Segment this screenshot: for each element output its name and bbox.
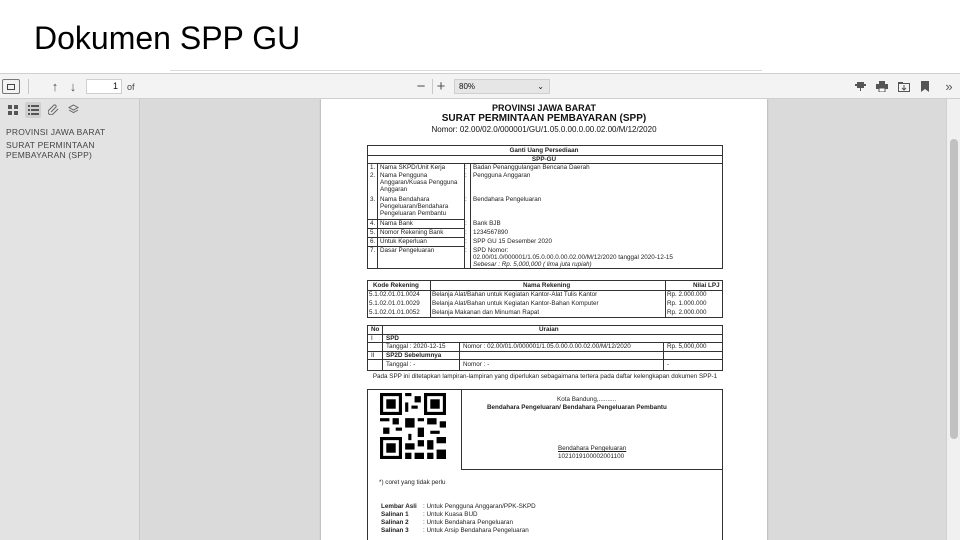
plus-icon[interactable]: + — [436, 77, 446, 95]
info-value: Badan Penanggulangan Bencana Daerah — [473, 164, 590, 171]
province-heading: PROVINSI JAWA BARAT — [491, 103, 596, 113]
rekening-header: Kode Rekening — [373, 282, 419, 289]
rekening-name: Belanja Makanan dan Minuman Rapat — [432, 309, 540, 316]
pdf-sidebar — [0, 99, 140, 540]
uraian-header: Uraian — [539, 326, 559, 333]
uraian-label: SP2D Sebelumnya — [386, 352, 442, 359]
table-rule — [430, 280, 431, 318]
pdf-viewer — [0, 73, 960, 540]
info-colon: : — [465, 172, 467, 179]
table-rule — [663, 342, 664, 371]
info-value: Bendahara Pengeluaran — [473, 196, 542, 203]
sidebar-toggle-icon[interactable] — [2, 79, 20, 94]
info-no: 3. — [370, 196, 376, 203]
uraian-no: I — [371, 335, 373, 342]
info-colon: : — [465, 229, 467, 236]
info-colon: : — [465, 220, 467, 227]
distribution-value: : Untuk Bendahara Pengeluaran — [423, 519, 513, 526]
rekening-code: 5.1.02.01.01.0029 — [369, 300, 420, 307]
table-rule — [461, 469, 723, 470]
uraian-amount: - — [667, 361, 670, 368]
up-arrow-icon[interactable]: ↑ — [51, 78, 59, 94]
table-rule — [470, 163, 471, 269]
info-no: 1. — [370, 164, 376, 171]
vertical-scrollbar[interactable] — [946, 99, 960, 540]
title-divider — [170, 70, 762, 71]
zoom-value: 80% — [459, 82, 476, 91]
info-value: Sebesar : Rp. 5,000,000 ( lima juta rupiah) — [473, 261, 592, 268]
info-no: 5. — [370, 229, 376, 236]
rekening-header: Nilai LPJ — [693, 282, 720, 289]
info-colon: : — [465, 196, 467, 203]
table-rule — [459, 342, 460, 371]
rekening-header: Nama Rekening — [523, 282, 571, 289]
rekening-name: Belanja Alat/Bahan untuk Kegiatan Kantor-Alat Tulis Kantor — [432, 291, 598, 298]
info-value: 1234567890 — [473, 229, 509, 236]
info-label: Nama SKPD/Unit Kerja — [380, 164, 446, 171]
attachments-icon[interactable] — [45, 102, 61, 118]
info-no: 7. — [370, 247, 376, 254]
uraian-number: Nomor : - — [463, 361, 490, 368]
info-label: Nama Bendahara Pengeluaran/Bendahara Pengeluaran Pembantu — [380, 196, 449, 217]
signature-place-date: Kota Bandung,.......... — [557, 396, 617, 403]
minus-icon[interactable]: − — [416, 77, 426, 95]
rekening-code: 5.1.02.01.01.0052 — [369, 309, 420, 316]
double-chevron-icon[interactable]: » — [945, 78, 953, 94]
print-icon[interactable] — [875, 78, 889, 94]
table-rule — [461, 389, 462, 469]
distribution-value: : Untuk Arsip Bendahara Pengeluaran — [423, 527, 529, 534]
info-value: Pengguna Anggaran — [473, 172, 531, 179]
info-colon: : — [465, 238, 467, 245]
info-no: 2. — [370, 172, 376, 179]
info-value: SPP GU 15 Desember 2020 — [473, 238, 552, 245]
table-rule — [665, 280, 666, 318]
info-value: SPD Nomor: — [473, 247, 509, 254]
info-colon: : — [465, 164, 467, 171]
uraian-number: Nomor : 02.00/01.0/000001/1.05.0.00.0.00.02.00/M/12/2020 — [463, 343, 631, 350]
section-title: Ganti Uang Persediaan — [509, 147, 579, 154]
slide-title: Dokumen SPP GU — [34, 20, 301, 56]
rekening-name: Belanja Alat/Bahan untuk Kegiatan Kantor-Bahan Komputer — [432, 300, 599, 307]
document-title: SURAT PERMINTAAN PEMBAYARAN (SPP) — [441, 113, 647, 124]
thumbnails-icon[interactable] — [5, 102, 21, 118]
zoom-select[interactable] — [454, 79, 550, 94]
pdf-toolbar — [0, 74, 960, 99]
info-label: Dasar Pengeluaran — [380, 247, 435, 254]
signature-role: Bendahara Pengeluaran/ Bendahara Pengeluaran Pembantu — [487, 404, 667, 411]
outline-icon[interactable] — [25, 102, 41, 118]
rekening-amount: Rp. 1.000.000 — [667, 300, 707, 307]
info-label: Nama Pengguna Anggaran/Kuasa Pengguna Anggaran — [380, 172, 458, 193]
rekening-amount: Rp. 2.000.000 — [667, 291, 707, 298]
toolbar-divider — [432, 79, 433, 94]
pdf-page — [321, 99, 767, 540]
uraian-header: No — [371, 326, 380, 333]
footnote: *) coret yang tidak perlu — [379, 479, 446, 486]
table-rule — [377, 163, 378, 269]
qr-code-icon — [379, 393, 447, 459]
layers-icon[interactable] — [65, 102, 81, 118]
rekening-amount: Rp. 2.000.000 — [667, 309, 707, 316]
uraian-amount: Rp. 5,000,000 — [667, 343, 707, 350]
info-no: 6. — [370, 238, 376, 245]
scrollbar-thumb[interactable] — [950, 139, 958, 439]
outline-item[interactable]: SURAT PERMINTAAN PEMBAYARAN (SPP) — [6, 140, 95, 160]
down-arrow-icon[interactable]: ↓ — [69, 78, 77, 94]
table-rule — [382, 325, 383, 371]
uraian-label: Tanggal : - — [386, 361, 416, 368]
table-rule — [367, 334, 723, 335]
attachment-note: Pada SPP ini ditetapkan lampiran-lampiran yang diperlukan sebagaimana tertera pada daftar kelengkapan dokumen SPP-1 — [372, 373, 718, 380]
rekening-code: 5.1.02.01.01.0024 — [369, 291, 420, 298]
distribution-value: : Untuk Kuasa BUD — [423, 511, 478, 518]
distribution-label: Salinan 3 — [381, 527, 409, 534]
info-label: Nomor Rekening Bank — [380, 229, 444, 236]
uraian-label: SPD — [386, 335, 399, 342]
download-icon[interactable] — [897, 78, 911, 94]
info-value: Bank BJB — [473, 220, 501, 227]
info-colon: : — [465, 247, 467, 254]
distribution-label: Salinan 1 — [381, 511, 409, 518]
info-no: 4. — [370, 220, 376, 227]
distribution-value: : Untuk Pengguna Anggaran/PPK-SKPD — [423, 503, 536, 510]
info-label: Untuk Keperluan — [380, 238, 427, 245]
info-value: 02.00/01.0/000001/1.05.0.00.0.00.02.00/M/12/2020 tanggal 2020-12-15 — [473, 254, 673, 261]
uraian-no: II — [371, 352, 375, 359]
bookmark-icon[interactable] — [919, 78, 931, 94]
toolbar-divider — [28, 79, 29, 94]
chevron-down-icon: ⌄ — [537, 82, 544, 91]
distribution-label: Lembar Asli — [381, 503, 417, 510]
signature-nip: 1021019100002001100 — [558, 453, 625, 460]
outline-item[interactable]: PROVINSI JAWA BARAT — [6, 127, 106, 137]
sidebar-tabs — [0, 99, 139, 120]
document-canvas[interactable] — [141, 99, 946, 540]
signature-name: Bendahara Pengeluaran — [558, 445, 627, 452]
table-rule — [464, 163, 465, 269]
section-subtitle: SPP-GU — [531, 156, 557, 163]
page-number-input[interactable]: 1 — [86, 79, 122, 94]
document-number: Nomor: 02.00/02.0/000001/GU/1.05.0.00.0.00.02.00/M/12/2020 — [431, 125, 657, 134]
table-rule — [367, 359, 723, 360]
info-label: Nama Bank — [380, 220, 413, 227]
presentation-icon[interactable] — [853, 78, 867, 94]
uraian-label: Tanggal : 2020-12-15 — [386, 343, 446, 350]
distribution-label: Salinan 2 — [381, 519, 409, 526]
page-count-label: of — [127, 82, 135, 92]
